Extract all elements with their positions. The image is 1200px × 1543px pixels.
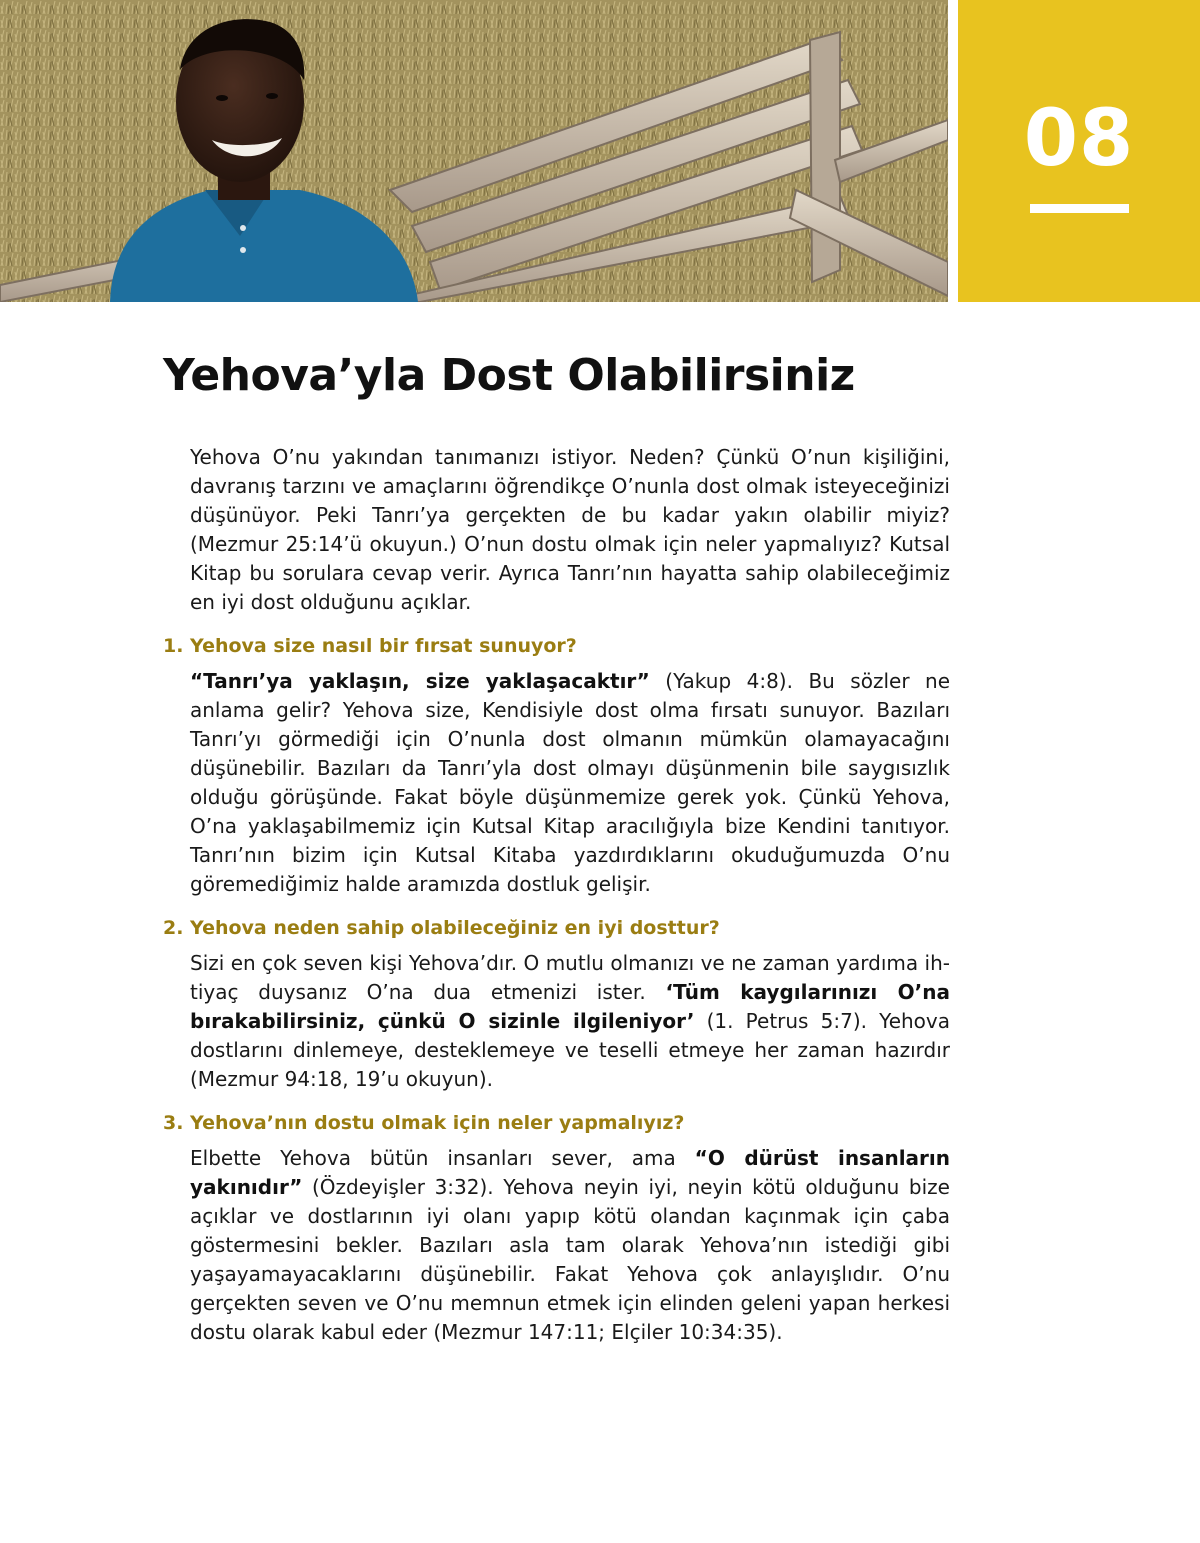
answer-text: (Özdeyişler 3:32). Yehova neyin iyi, neyin kötü olduğunu bize açıklar ve dostlarının iyi olanı yapıp kötü olandan kaçınmak için çaba göstermesini bekler. Bazıları asla tam olarak Yehova’nın istediği gibi yaşayamayacaklarını düşünebilir. Fakat Yehova çok anlayışlıdır. O’nu gerçekten seven ve O’nu memnun etmek için elinden geleni yapan herkesi dostu olarak kabul eder (Mezmur 147:11; Elçiler 10:34:35). <box>190 1175 950 1344</box>
chapter-number: 08 <box>1023 94 1135 184</box>
question-3-heading: 3. Yehova’nın dostu olmak için neler yapmalıyız? <box>163 1112 685 1134</box>
scripture-quote: “Tanrı’ya yaklaşın, size yaklaşacaktır” <box>190 669 650 693</box>
page-title: Yehova’yla Dost Olabilirsiniz <box>163 350 855 401</box>
answer-text: Sizi en çok seven kişi Yehova’dır. O mutlu olmanızı ve ne zaman yardıma ihtiyaç duysanız O’na dua etmenizi ister. <box>190 951 950 1004</box>
question-3-answer <box>190 1144 950 1347</box>
question-2-answer <box>190 949 950 1094</box>
answer-text: Elbette Yehova bütün insanları sever, ama <box>190 1146 695 1170</box>
answer-text: (1. Petrus 5:7). Yehova dostlarını dinlemeye, desteklemeye ve teselli etmeye her zaman hazırdır (Mezmur 94:18, 19’u okuyun). <box>190 1009 950 1091</box>
scripture-quote: “O dürüst insanların yakınıdır” <box>190 1146 951 1199</box>
answer-text: (Yakup 4:8). Bu sözler ne anlama gelir? Yehova size, Kendisiyle dost olma fırsatı sunuyor. Bazıları Tanrı’yı görmediği için O’nunla dost olmanın mümkün olamayacağını düşünebilir. Bazıları da Tanrı’yla dost olmayı düşünmenin bile saygısızlık olduğu görüşünde. Fakat böyle düşünmemize gerek yok. Çünkü Yehova, O’na yaklaşabilmemiz için Kutsal Kitap aracılığıyla bize Kendini tanıtıyor. Tanrı’nın bizim için Kutsal Kitaba yazdırdıklarını okuduğumuzda O’nu göremediğimiz halde aramızda dostluk gelişir. <box>190 669 950 896</box>
question-1-heading: 1. Yehova size nasıl bir fırsat sunuyor? <box>163 635 577 657</box>
photo-illustration <box>0 0 948 302</box>
question-1-answer <box>190 667 950 899</box>
chapter-tab <box>958 0 1200 302</box>
chapter-underline <box>1030 204 1129 213</box>
scripture-quote: ‘Tüm kaygılarınızı O’na bırakabilirsiniz, çünkü O sizinle ilgileniyor’ <box>190 980 950 1033</box>
header-photo <box>0 0 948 302</box>
intro-paragraph: Yehova O’nu yakından tanımanızı istiyor. Neden? Çünkü O’nun kişiliğini, davranış tarzını ve amaçlarını öğrendikçe O’nunla dost olmak isteyeceğinizi düşünüyor. Peki Tanrı’ya gerçekten de bu kadar yakın olabilir miyiz? (Mezmur 25:14’ü okuyun.) O’nun dostu olmak için neler yapmalıyız? Kutsal Kitap bu sorulara cevap verir. Ayrıca Tanrı’nın hayatta sahip olabileceğimiz en iyi dost olduğunu açıklar. <box>190 445 950 614</box>
lesson-content <box>163 443 950 1347</box>
question-2-heading: 2. Yehova neden sahip olabileceğiniz en iyi dosttur? <box>163 917 720 939</box>
